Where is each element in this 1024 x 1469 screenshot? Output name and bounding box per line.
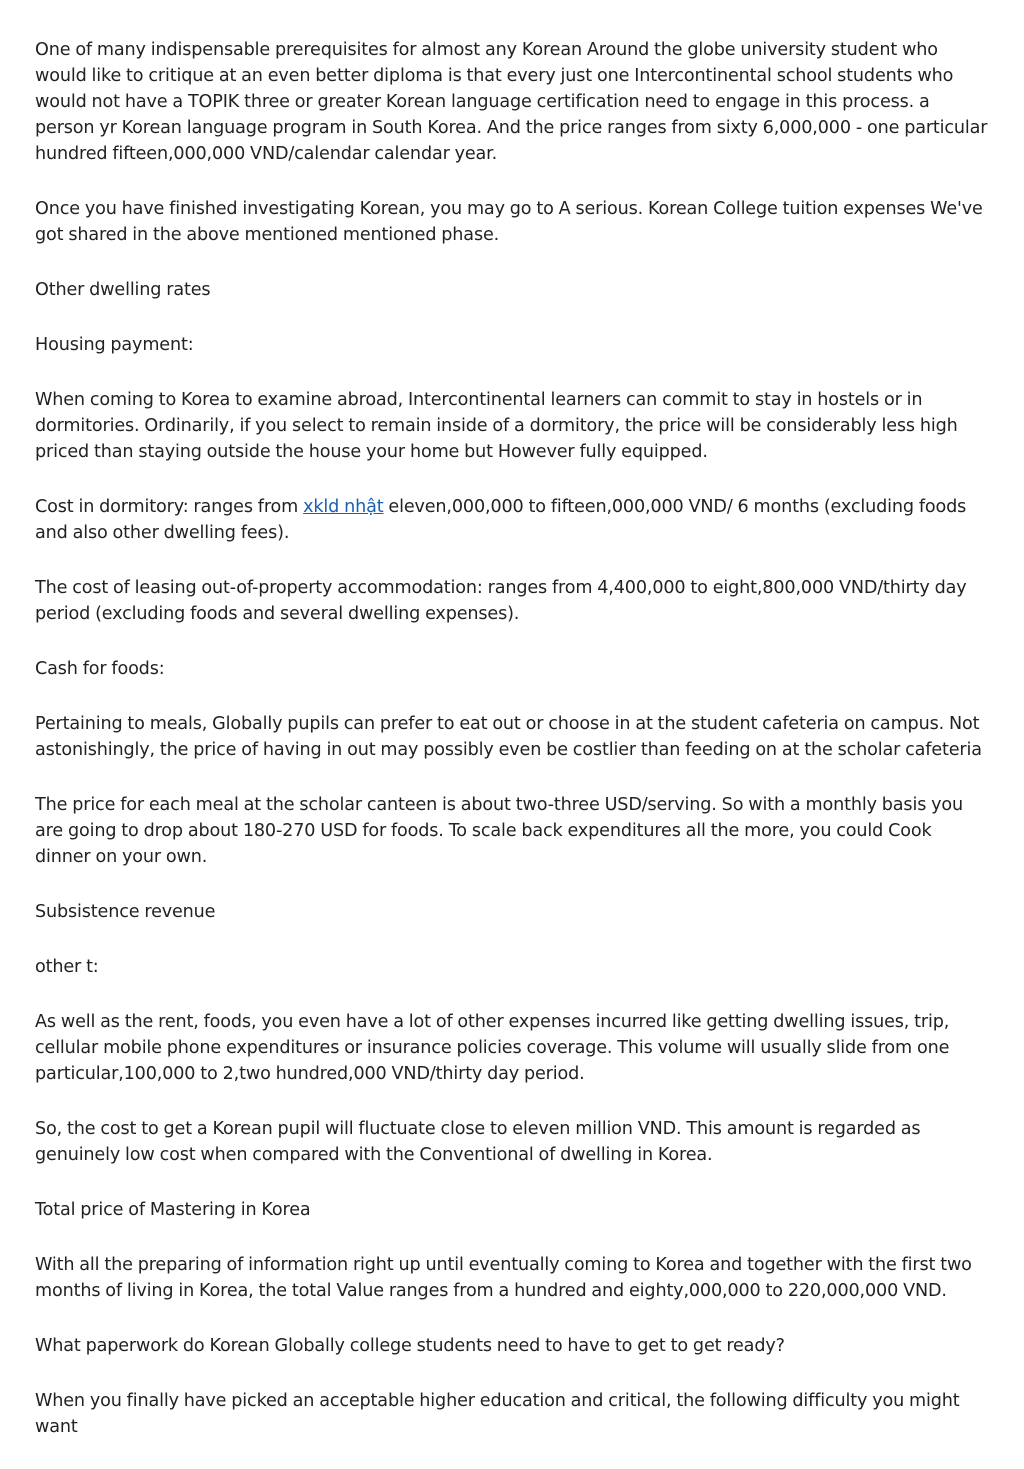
paragraph-after-korean-study: Once you have finished investigating Korean, you may go to A serious. Korean College tuition expenses We've got shared in the above mentioned mentioned phase. bbox=[35, 199, 983, 245]
paragraph-korean-language-requirement: One of many indispensable prerequisites for almost any Korean Around the globe university student who would like to critique at an even better diploma is that every just one Intercontinental school students who would not have a TOPIK three or greater Korean language certification need to engage in this process. a person yr Korean language program in South Korea. And the price ranges from sixty 6,000,000 - one particular hundred fifteen,000,000 VND/calendar calendar year. bbox=[35, 40, 988, 164]
xkld-link[interactable]: xkld nhật bbox=[303, 497, 384, 517]
heading-other: other t: bbox=[35, 957, 99, 977]
paragraph-other-expenses: As well as the rent, foods, you even have a lot of other expenses incurred like getting dwelling issues, trip, cellular mobile phone expenditures or insurance policies coverage. This volume will usually slide from one particular,100,000 to 2,two hundred,000 VND/thirty day period. bbox=[35, 1012, 950, 1084]
paragraph-monthly-cost-summary: So, the cost to get a Korean pupil will fluctuate close to eleven million VND. This amount is regarded as genuinely low cost when compared with the Conventional of dwelling in Korea. bbox=[35, 1119, 921, 1165]
dormitory-cost-text-end: eleven,000,000 to fifteen,000,000 VND/ 6 months (excluding foods and also other dwelling fees). bbox=[35, 497, 967, 543]
paragraph-meals: Pertaining to meals, Globally pupils can prefer to eat out or choose in at the student cafeteria on campus. Not astonishingly, the price of having in out may possibly even be costlier than feeding on at the scholar cafeteria bbox=[35, 714, 982, 760]
dormitory-cost-text-start: Cost in dormitory: ranges from bbox=[35, 497, 304, 517]
paragraph-off-campus-rent: The cost of leasing out-of-property accommodation: ranges from 4,400,000 to eight,800,000 VND/thirty day period (excluding foods and several dwelling expenses). bbox=[35, 578, 967, 624]
heading-paperwork-question: What paperwork do Korean Globally college students need to have to get to get ready? bbox=[35, 1336, 785, 1356]
heading-subsistence-revenue: Subsistence revenue bbox=[35, 902, 216, 922]
article-body bbox=[35, 37, 991, 1469]
paragraph-meal-price: The price for each meal at the scholar canteen is about two-three USD/serving. So with a monthly basis you are going to drop about 180-270 USD for foods. To scale back expenditures all the more, you could Cook dinner on your own. bbox=[35, 795, 964, 867]
paragraph-hostels-dormitories: When coming to Korea to examine abroad, Intercontinental learners can commit to stay in hostels or in dormitories. Ordinarily, if you select to remain inside of a dormitory, the price will be considerably less high priced than staying outside the house your home but However fully equipped. bbox=[35, 390, 958, 462]
heading-other-living-costs: Other dwelling rates bbox=[35, 280, 211, 300]
heading-total-price: Total price of Mastering in Korea bbox=[35, 1200, 311, 1220]
paragraph-total-value: With all the preparing of information right up until eventually coming to Korea and together with the first two months of living in Korea, the total Value ranges from a hundred and eighty,000,000 to 220,000,000 VND. bbox=[35, 1255, 972, 1301]
heading-housing-payment: Housing payment: bbox=[35, 335, 194, 355]
heading-cash-for-foods: Cash for foods: bbox=[35, 659, 165, 679]
paragraph-choosing-college: When you finally have picked an acceptable higher education and critical, the following difficulty you might want bbox=[35, 1391, 960, 1437]
paragraph-dormitory-cost bbox=[35, 494, 991, 546]
